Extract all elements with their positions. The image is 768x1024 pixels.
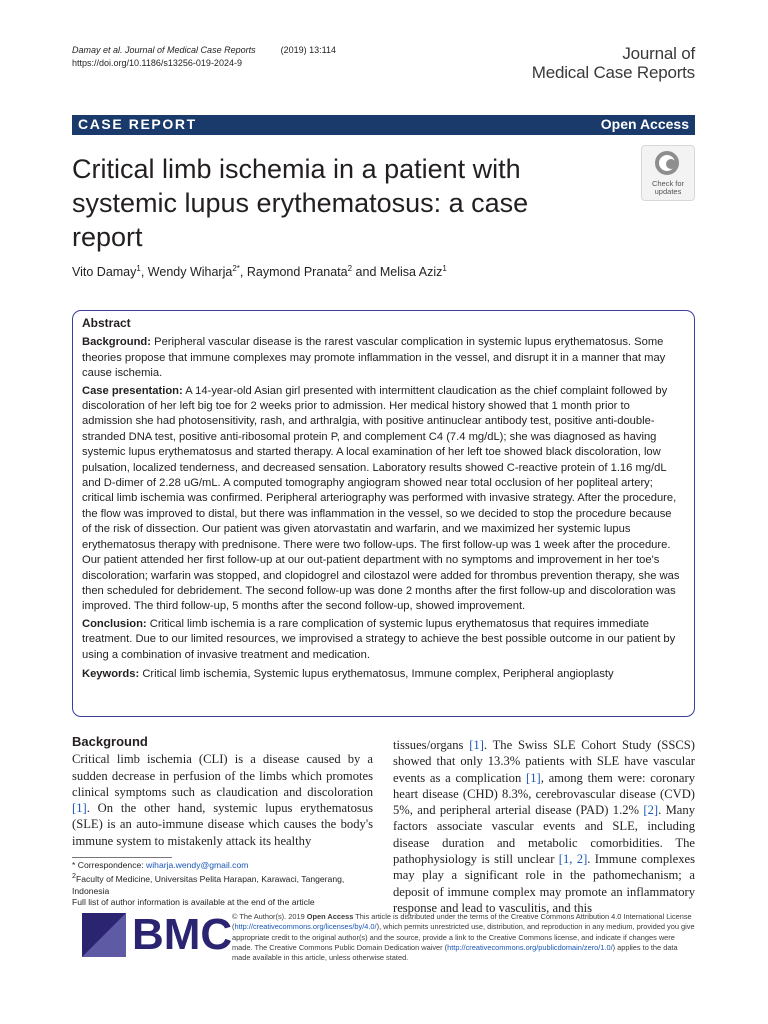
correspondence-label: * Correspondence: — [72, 860, 147, 870]
body-text: , among them were: coronary heart disease (CHD) 8.3%, cerebrovascular disease (CVD) 5%, and peripheral arterial disease (PAD) 1.2% — [393, 770, 695, 818]
check-for-updates-button[interactable] — [641, 145, 695, 201]
journal-name-line2: Medical Case Reports — [531, 63, 695, 82]
author-name[interactable]: Vito Damay — [72, 265, 137, 280]
check-updates-line1: Check for — [651, 179, 685, 188]
abstract-background — [82, 335, 682, 381]
correspondence-email-link[interactable]: wiharja.wendy@gmail.com — [146, 860, 249, 870]
citation-link[interactable]: [2] — [643, 803, 659, 818]
citation-link[interactable]: [1, 2] — [558, 852, 588, 867]
citation-link[interactable]: [1] — [72, 801, 87, 816]
abstract-background-text: Peripheral vascular disease is the rarest vascular complication in systemic lupus erythematosus. Some theories propose that immune complexes may promote inflammation in the vessel, and disrupt it in a manner that may cause ischemia. — [82, 336, 666, 380]
author-info-note: Full list of author information is available at the end of the article — [72, 897, 315, 908]
abstract-conclusion-label: Conclusion: — [82, 617, 147, 630]
citation-volume: (2019) 13:114 — [280, 45, 336, 55]
article-title: Critical limb ischemia in a patient with systemic lupus erythematosus: a case report — [72, 154, 529, 252]
abstract-case-label: Case presentation: — [82, 384, 183, 397]
journal-name — [532, 44, 695, 82]
abstract-keywords — [82, 667, 682, 682]
body-text: tissues/organs — [393, 738, 470, 752]
body-text: . The Swiss SLE Cohort Study (SSCS) showed that only 13.3% patients with SLE have vascular events as a complication — [393, 738, 695, 785]
footnotes — [72, 860, 373, 908]
license-text: This article is distributed under the terms of the Creative Commons Attribution 4.0 International License ( — [232, 912, 692, 932]
author-affiliation: 2 — [347, 264, 353, 273]
article-type: CASE REPORT — [78, 116, 197, 132]
abstract-keywords-text: Critical limb ischemia, Systemic lupus erythematosus, Immune complex, Peripheral angioplasty — [142, 667, 614, 680]
license-open-access: Open Access — [306, 912, 354, 921]
abstract-background-label: Background: — [82, 336, 151, 349]
abstract-box — [72, 310, 695, 717]
citation-header — [72, 44, 336, 70]
affiliation-number: 2 — [72, 872, 76, 881]
body-text: . Immune complexes may play a significant role in the pathomechanism; a deposit of immune complex may promote an inflammatory response and lead to vasculitis, and this — [393, 852, 695, 915]
section-heading-background: Background — [72, 734, 148, 749]
cc-by-license-link[interactable]: http://creativecommons.org/licenses/by/4.0/ — [234, 922, 377, 932]
citation-link[interactable]: [1] — [526, 770, 541, 785]
citation-journal: Damay et al. Journal of Medical Case Reports — [72, 45, 256, 55]
author-name[interactable]: Melisa Aziz — [379, 265, 443, 280]
author-affiliation: 2* — [232, 264, 240, 273]
doi-link[interactable]: https://doi.org/10.1186/s13256-019-2024-9 — [72, 58, 242, 68]
open-access-label: Open Access — [600, 116, 689, 132]
license-text: © The Author(s). 2019 — [232, 912, 307, 921]
author-affiliation: 1 — [442, 264, 447, 273]
body-column-left — [72, 734, 373, 849]
footnote-divider — [72, 857, 172, 858]
citation-link[interactable]: [1] — [469, 738, 484, 752]
body-paragraph — [72, 751, 373, 849]
journal-name-line1: Journal of — [622, 44, 695, 63]
abstract-conclusion-text: Critical limb ischemia is a rare complication of systemic lupus erythematosus that requires immediate treatment. Due to our limited resources, we improvised a strategy to achieve the best possible outcome in our patient by using a combination of invasive treatment and medication. — [82, 617, 676, 661]
author-name[interactable]: Wendy Wiharja — [147, 265, 233, 280]
affiliation-text: Faculty of Medicine, Universitas Pelita Harapan, Karawaci, Tangerang, Indonesia — [72, 874, 345, 896]
abstract-case-text: A 14-year-old Asian girl presented with intermittent claudication as the chief complaint followed by discoloration of her left big toe for 2 weeks prior to admission. Her medical history showed that 1 month prior to admission she had photosensitivity, rash, and arthralgia, with positive antinuclear antibody test, positive anti-double-stranded DNA test, positive anti-ribosomal protein P, and complement C4 (7.4 mg/dL); she was diagnosed as having systemic lupus erythematosus and started therapy. A local examination of her left toe showed black discoloration, low pulsation, localized tenderness, and decreased sensation. Laboratory results showed C-reactive protein of 1.16 mg/dL and D-dimer of 2.28 uG/mL. A computed tomography angiogram showed near total occlusion of her popliteal artery; critical limb ischemia was confirmed. Peripheral arteriography was performed with invasive strategy. After the procedure, the flow was improved to distal, but there was inflammation in the vessel, so we decided to stop the procedure because of the risk of dissection. Our patient was given atorvastatin and warfarin, and we maximized her systemic lupus erythematosus therapy with prednisone. There were two follow-ups. The first follow-up was 1 week after the procedure. Our patient attended her first follow-up at our out-patient department with no symptoms and improvement in her toe's discoloration; warfarin was stopped, and clopidogrel and cilostazol were added for thrombus prevention therapy, she was then scheduled for debridement. The second follow-up was done 2 months after the first follow-up and discoloration was improved. The third follow-up, 5 months after the second follow-up, showed improvement. — [82, 384, 680, 613]
author-list: Vito Damay$^1$, Wendy Wiharja$^{2*}$, Raymond Pranata$^2$ and Melisa Aziz$^1$ — [72, 264, 447, 280]
abstract-heading: Abstract — [82, 316, 131, 330]
license-text: ) applies to the data made available in this article, unless otherwise stated. — [232, 942, 678, 963]
bmc-logo-text: BMC — [132, 910, 233, 959]
license-text: ), which permits unrestricted use, distribution, and reproduction in any medium, provided you give appropriate credit to the original author(s) and the source, provide a link to the Creative Commons license, and indicate if changes were made. The Creative Commons Public Domain Dedication waiver ( — [232, 922, 695, 952]
author-affiliation: 1 — [136, 264, 141, 273]
cc-zero-link[interactable]: http://creativecommons.org/publicdomain/zero/1.0/ — [447, 942, 613, 952]
check-for-updates-icon — [655, 151, 679, 175]
check-updates-line2: updates — [654, 187, 682, 196]
article-type-banner — [72, 115, 695, 135]
author-name[interactable]: Raymond Pranata — [246, 265, 348, 280]
body-text: . On the other hand, systemic lupus erythematosus (SLE) is an auto-immune disease which causes the body's immune system to mistakenly attack its healthy — [72, 801, 373, 848]
body-column-right — [393, 737, 695, 916]
abstract-case — [82, 384, 682, 615]
bmc-logo-triangle — [82, 913, 126, 957]
body-text: Critical limb ischemia (CLI) is a disease caused by a sudden decrease in perfusion of the limbs which promotes clinical symptoms such as claudication and discoloration — [72, 752, 373, 799]
license-statement — [232, 912, 695, 963]
abstract-keywords-label: Keywords: — [82, 667, 140, 680]
abstract-conclusion — [82, 617, 682, 663]
body-text: . Many factors associate vascular events and SLE, including disease duration and metabolic comorbidities. The pathophysiology is still unclear — [393, 803, 695, 867]
bmc-logo — [82, 910, 242, 965]
body-paragraph — [393, 737, 695, 916]
